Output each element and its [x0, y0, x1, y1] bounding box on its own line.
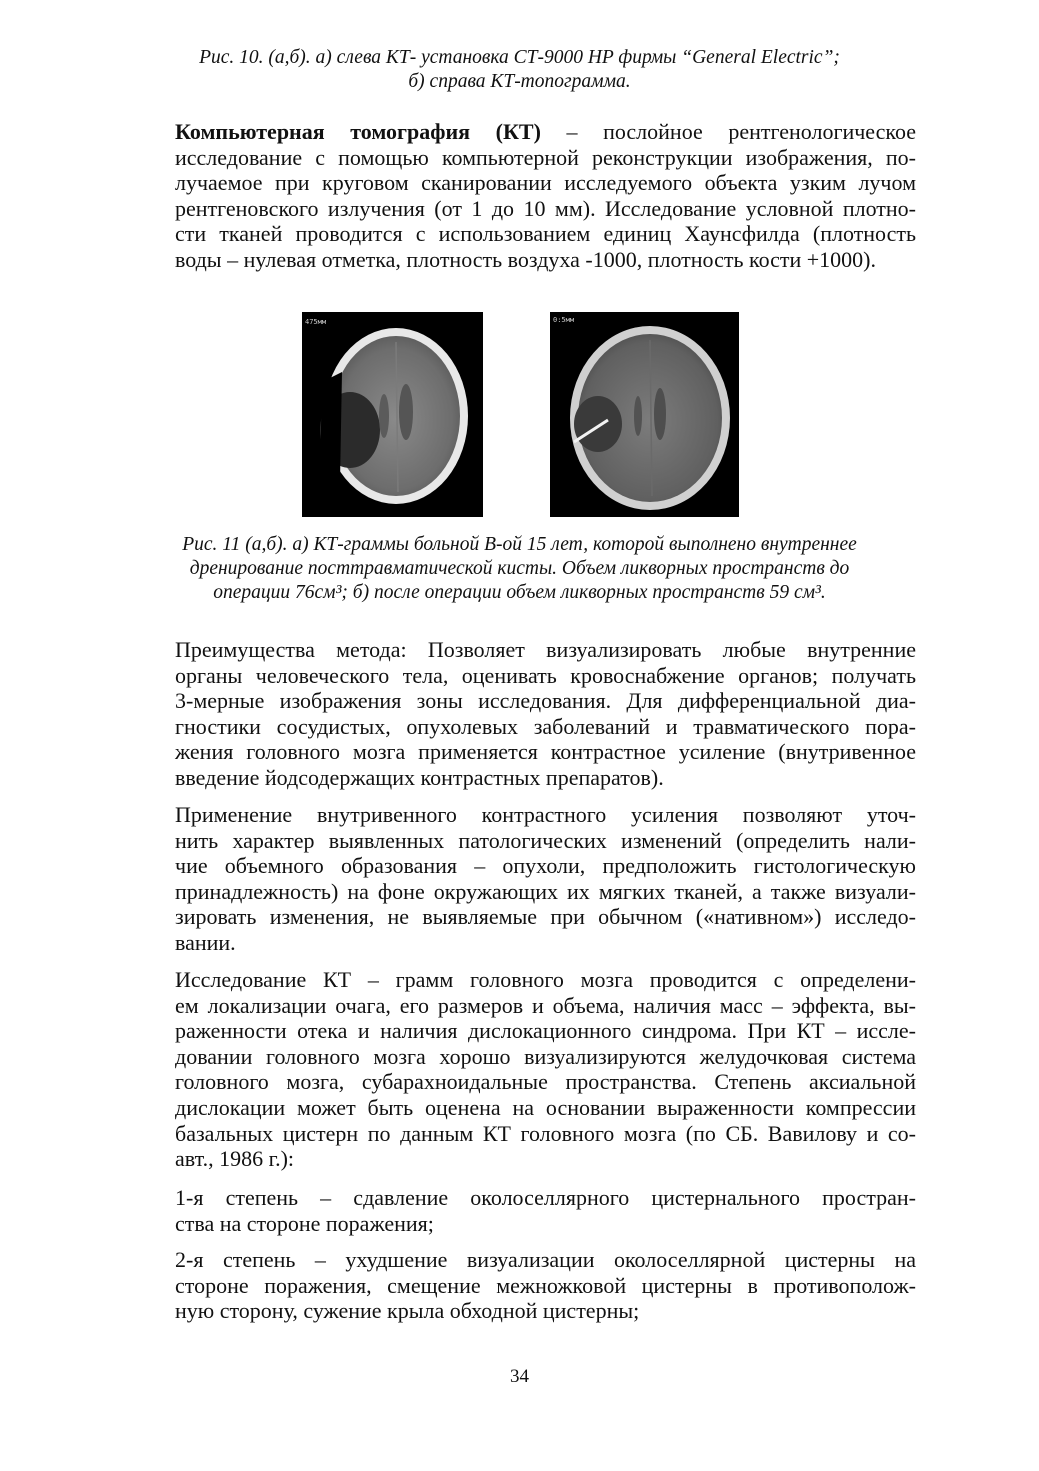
caption-line: операции 76см³; б) после операции объем ликворных пространств 59 см³.: [213, 582, 826, 603]
paragraph-line: раженности отека и наличия дислокационного синдрома. При КТ – иссле-: [175, 1018, 916, 1044]
paragraph-line: стороне поражения, смещение межножковой цистерны в противополож-: [175, 1272, 916, 1298]
paragraph-line: дислокации может быть оценена на основании выраженности компрессии: [175, 1094, 916, 1120]
ct-definition-paragraph: [123, 119, 916, 273]
ct-scan-before-surgery: [302, 312, 483, 517]
paragraph-line: Применение внутривенного контрастного усиления позволяют уточ-: [175, 802, 916, 827]
paragraph-line: введение йодсодержащих контрастных препаратов).: [175, 764, 664, 790]
paragraph-line: 3-мерные изображения зоны исследования. Для дифференциальной диа-: [175, 688, 916, 714]
page-number: 34: [510, 1366, 529, 1387]
ct-scan-image-a: [302, 312, 483, 517]
ct-scan-after-surgery: [550, 312, 739, 517]
paragraph-line: лучаемое при круговом сканировании исследуемого объекта узким лучом: [175, 170, 916, 196]
ct-scan-image-b: [550, 312, 739, 517]
paragraph-line: нить характер выявленных патологических изменений (определить нали-: [175, 827, 916, 853]
paragraph-line: [123, 119, 916, 145]
paragraph-line: базальных цистерн по данным КТ головного мозга (по СБ. Вавилову и со-: [175, 1120, 916, 1146]
paragraph-line: зировать изменения, не выявляемые при обычном («нативном») исследо-: [175, 904, 916, 930]
paragraph-line: ства на стороне поражения;: [175, 1210, 434, 1236]
paragraph-line: принадлежность) на фоне окружающих их мягких тканей, а также визуали-: [175, 878, 916, 904]
paragraph-line: Преимущества метода: Позволяет визуализировать любые внутренние: [175, 637, 916, 662]
paragraph-line: жения головного мозга применяется контрастное усиление (внутривенное: [175, 739, 916, 765]
paragraph-line: Исследование КТ – грамм головного мозга проводится с определени-: [175, 967, 916, 992]
paragraph-line: исследование с помощью компьютерной реконструкции изображения, по-: [175, 144, 916, 170]
paragraph-line: воды – нулевая отметка, плотность воздуха -1000, плотность кости +1000).: [175, 246, 877, 272]
paragraph-line: головного мозга, субарахноидальные пространства. Степень аксиальной: [175, 1069, 916, 1095]
paragraph-line: органы человеческого тела, оценивать кровоснабжение органов; получать: [175, 662, 916, 688]
degree-2-paragraph: [123, 1247, 916, 1324]
paragraph-line: 2-я степень – ухудшение визуализации околоселлярной цистерны на: [175, 1247, 916, 1272]
figure-11-caption: [123, 533, 916, 605]
contrast-enhancement-paragraph: [123, 802, 916, 956]
figure-10-caption: [123, 46, 916, 94]
term-ct: Компьютерная томография (КТ): [175, 119, 541, 144]
ct-scan-images: [302, 312, 739, 517]
caption-line: Рис. 11 (а,б). а) КТ-граммы больной В-ой 15 лет, которой выполнено внутреннее: [182, 534, 857, 555]
paragraph-line: гностики сосудистых, опухолевых заболеваний и травматического пора-: [175, 713, 916, 739]
paragraph-line: довании головного мозга хорошо визуализируются желудочковая система: [175, 1043, 916, 1069]
paragraph-line: чие объемного образования – опухоли, предположить гистологическую: [175, 853, 916, 879]
paragraph-line: 1-я степень – сдавление околоселлярного цистернального простран-: [175, 1185, 916, 1210]
degree-1-paragraph: [123, 1185, 916, 1236]
caption-line: б) справа КТ-топограмма.: [408, 71, 631, 92]
caption-line: Рис. 10. (а,б). а) слева КТ- установка СТ-9000 HP фирмы “General Electric”;: [199, 47, 840, 68]
caption-line: дренирование посттравматической кисты. Объем ликворных пространств до: [189, 558, 850, 579]
paragraph-line: ем локализации очага, его размеров и объема, наличия масс – эффекта, вы-: [175, 992, 916, 1018]
paragraph-line: сти тканей проводится с использованием единиц Хаунсфилда (плотность: [175, 221, 916, 247]
paragraph-line: авт., 1986 г.):: [175, 1146, 295, 1172]
paragraph-line: вании.: [175, 929, 236, 955]
definition-start: – послойное рентгенологическое: [540, 119, 916, 144]
advantages-paragraph: [123, 637, 916, 791]
ct-study-paragraph: [123, 967, 916, 1172]
ct-scan-label-b: 0:5мм: [553, 316, 575, 324]
paragraph-line: ную сторону, сужение крыла обходной цистерны;: [175, 1298, 640, 1324]
ct-scan-label-a: 475мм: [305, 318, 327, 326]
paragraph-line: рентгеновского излучения (от 1 до 10 мм). Исследование условной плотно-: [175, 195, 916, 221]
